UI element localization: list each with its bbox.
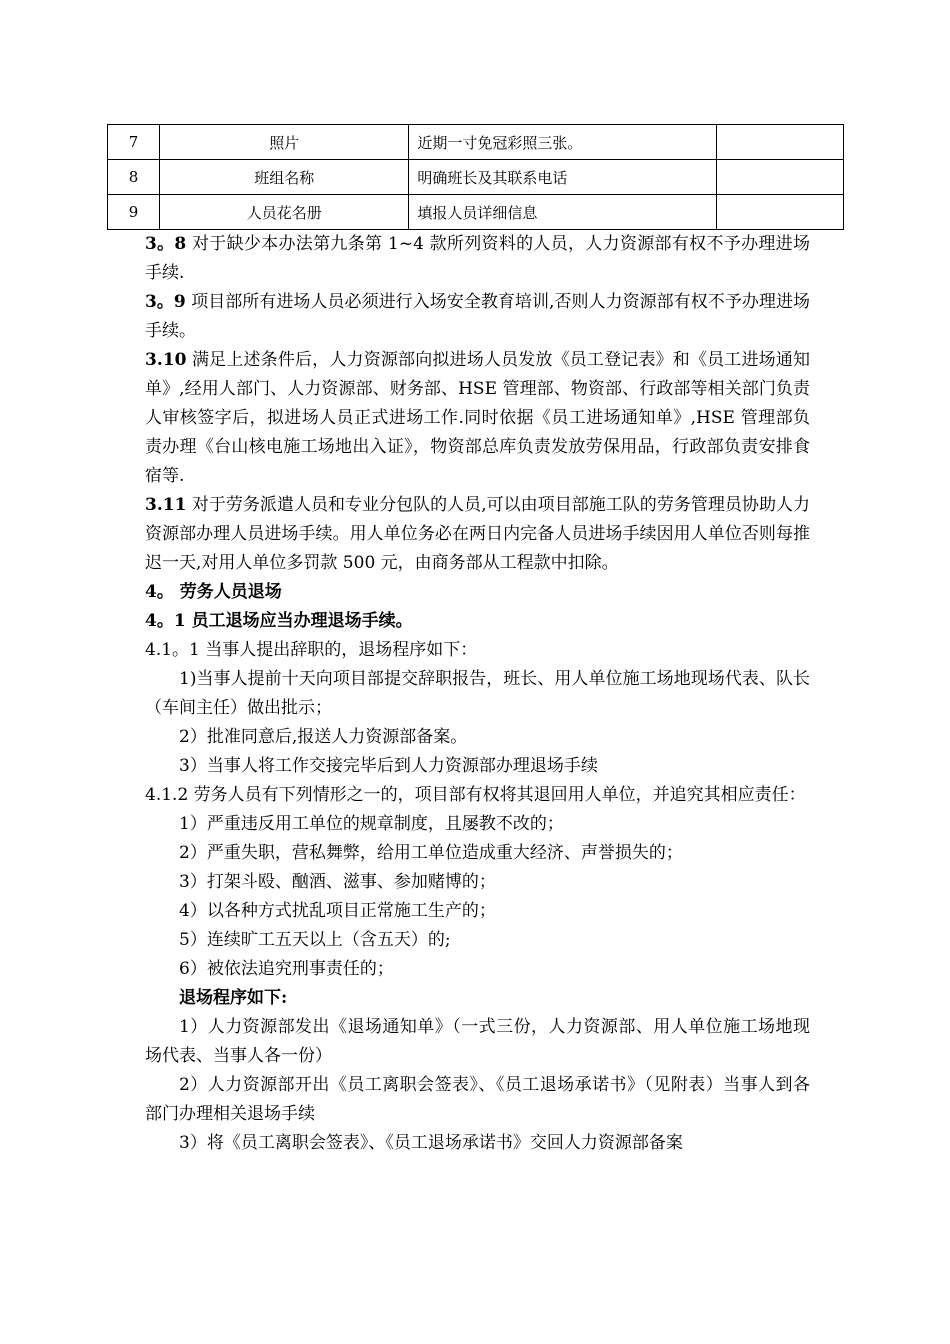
item-note <box>716 160 843 195</box>
item-name: 人员花名册 <box>160 195 409 230</box>
materials-table <box>107 124 844 230</box>
row-number: 7 <box>108 125 160 160</box>
clause-3-10 <box>145 346 810 491</box>
dismissal-case: 5）连续旷工五天以上（含五天）的; <box>179 930 451 950</box>
item-description: 明确班长及其联系电话 <box>409 160 716 195</box>
clause-4-1-1: 4.1。1 当事人提出辞职的，退场程序如下： <box>145 640 478 660</box>
dismissal-case: 6）被依法追究刑事责任的； <box>179 959 394 979</box>
section-heading-4: 4。 劳务人员退场 <box>145 582 282 602</box>
resign-step: 2）批准同意后,报送人力资源部备案。 <box>179 727 468 747</box>
dismissal-case: 4）以各种方式扰乱项目正常施工生产的； <box>179 901 496 921</box>
clause-number: 3.10 <box>145 350 187 370</box>
item-description: 填报人员详细信息 <box>409 195 716 230</box>
row-number: 9 <box>108 195 160 230</box>
exit-step: 1）人力资源部发出《退场通知单》（一式三份，人力资源部、用人单位施工场地现场代表、当事人各一份） <box>145 1017 810 1066</box>
clause-3-11 <box>145 491 810 578</box>
exit-step: 2）人力资源部开出《员工离职会签表》、《员工退场承诺书》（见附表）当事人到各部门办理相关退场手续 <box>145 1075 810 1124</box>
resign-step: 1)当事人提前十天向项目部提交辞职报告，班长、用人单位施工场地现场代表、队长（车间主任）做出批示； <box>145 669 810 718</box>
item-description: 近期一寸免冠彩照三张。 <box>409 125 716 160</box>
table-row <box>108 195 844 230</box>
item-name: 班组名称 <box>160 160 409 195</box>
clause-text: 对于劳务派遣人员和专业分包队的人员,可以由项目部施工队的劳务管理员协助人力资源部办理人员进场手续。用人单位务必在两日内完备人员进场手续因用人单位否则每推迟一天,对用人单位多罚款 500 元，由商务部从工程款中扣除。 <box>145 495 810 573</box>
item-name: 照片 <box>160 125 409 160</box>
resign-step: 3）当事人将工作交接完毕后到人力资源部办理退场手续 <box>179 756 598 776</box>
dismissal-case: 2）严重失职，营私舞弊，给用工单位造成重大经济、声誉损失的； <box>179 843 683 863</box>
clause-text: 满足上述条件后，人力资源部向拟进场人员发放《员工登记表》和《员工进场通知单》,经用人部门、人力资源部、财务部、HSE 管理部、物资部、行政部等相关部门负责人审核签字后，拟进场人员正式进场工作.同时依据《员工进场通知单》,HSE 管理部负责办理《台山核电施工场地出入证》，物资部总库负责发放劳保用品，行政部负责安排食宿等. <box>145 350 810 486</box>
clause-number: 3。8 <box>145 234 187 254</box>
clause-text: 项目部所有进场人员必须进行入场安全教育培训,否则人力资源部有权不予办理进场手续。 <box>145 292 810 341</box>
dismissal-case: 3）打架斗殴、酗酒、滋事、参加赌博的； <box>179 872 496 892</box>
table-row <box>108 160 844 195</box>
dismissal-case: 1）严重违反用工单位的规章制度，且屡教不改的； <box>179 814 564 834</box>
clause-4-1-2: 4.1.2 劳务人员有下列情形之一的，项目部有权将其退回用人单位，并追究其相应责任： <box>145 785 806 805</box>
item-note <box>716 125 843 160</box>
row-number: 8 <box>108 160 160 195</box>
document-body <box>145 230 810 1158</box>
clause-number: 3。9 <box>145 292 186 312</box>
exit-procedure-heading: 退场程序如下: <box>179 988 288 1008</box>
exit-step: 3）将《员工离职会签表》、《员工退场承诺书》交回人力资源部备案 <box>179 1133 683 1153</box>
section-heading-4-1: 4。1 员工退场应当办理退场手续。 <box>145 611 413 631</box>
clause-number: 3.11 <box>145 495 187 515</box>
clause-3-9 <box>145 288 810 346</box>
clause-3-8 <box>145 230 810 288</box>
item-note <box>716 195 843 230</box>
table-row <box>108 125 844 160</box>
clause-text: 对于缺少本办法第九条第 1~4 款所列资料的人员，人力资源部有权不予办理进场手续. <box>145 234 810 283</box>
